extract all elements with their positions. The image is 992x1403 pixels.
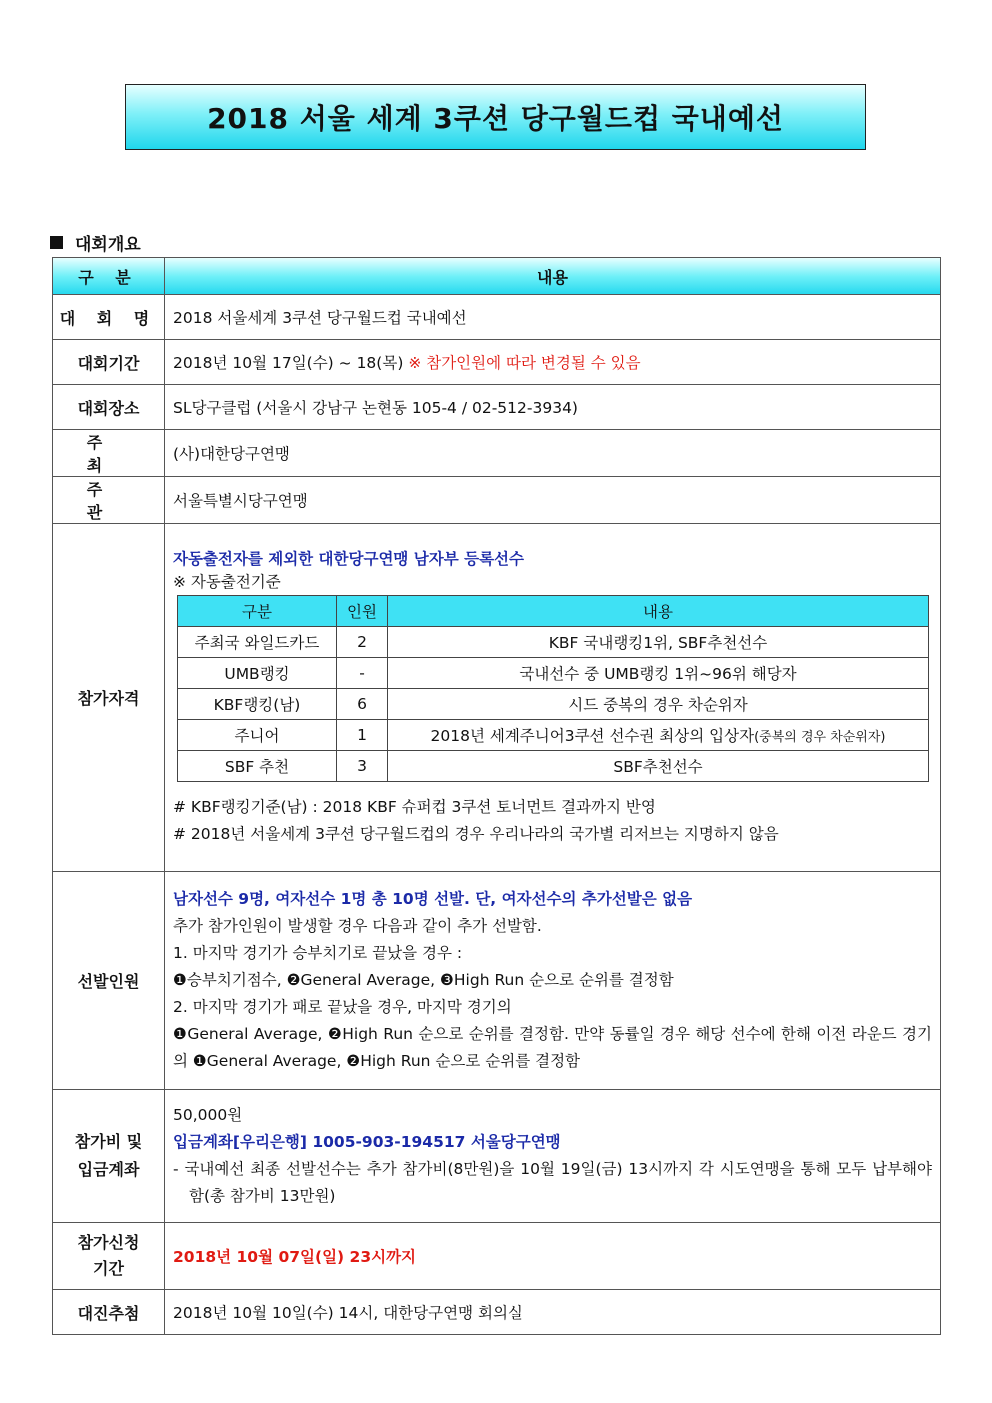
label-organizer: 주 관 [53,477,165,524]
selection-line: ❶General Average, ❷High Run 순으로 순위를 결정함. 만약 동률일 경우 해당 선수에 한해 이전 라운드 경기의 ❶General Average, ❷High Run 순으로 순위를 결정함 [173,1025,932,1070]
label-application-line2: 기간 [93,1259,124,1278]
value-venue: SL당구클럽 (서울시 강남구 논현동 105-4 / 02-512-3934) [165,385,941,430]
auto-entry-header-count: 인원 [337,596,388,627]
overview-table [52,257,941,1335]
value-event-period [165,340,941,385]
label-event-period: 대회기간 [53,340,165,385]
auto-entry-content: SBF추천선수 [388,751,929,782]
fee-note: - 국내예선 최종 선발선수는 추가 참가비(8만원)을 10월 19일(금) 13시까지 각 시도연맹을 통해 모두 납부해야 함(총 참가비 13만원) [173,1160,932,1205]
value-application: 2018년 10월 07일(일) 23시까지 [165,1223,941,1290]
section-heading [50,230,141,255]
auto-entry-header-category: 구분 [178,596,337,627]
auto-entry-row [178,658,929,689]
row-fee [53,1090,941,1223]
row-venue [53,385,941,430]
auto-entry-count: 2 [337,627,388,658]
period-note: ※ 참가인원에 따라 변경될 수 있음 [408,354,641,372]
auto-entry-row [178,689,929,720]
selection-line: ❶승부치기점수, ❷General Average, ❸High Run 순으로 순위를 결정함 [173,971,674,989]
auto-entry-content [388,720,929,751]
auto-entry-table [177,595,929,782]
label-application [53,1223,165,1290]
row-host [53,430,941,477]
row-selection [53,872,941,1090]
header-category: 구 분 [53,258,165,295]
auto-entry-row [178,720,929,751]
label-qualification: 참가자격 [53,524,165,872]
header-content: 내용 [165,258,941,295]
label-host: 주 최 [53,430,165,477]
row-application [53,1223,941,1290]
period-dates: 2018년 10월 17일(수) ~ 18(목) [173,354,404,372]
document-title: 2018 서울 세계 3쿠션 당구월드컵 국내예선 [125,84,866,150]
selection-headline: 남자선수 9명, 여자선수 1명 총 10명 선발. 단, 여자선수의 추가선발은 없음 [173,890,693,908]
overview-table-header [53,258,941,295]
row-draw [53,1290,941,1335]
auto-entry-row [178,627,929,658]
qualification-headline: 자동출전자를 제외한 대한당구연맹 남자부 등록선수 [173,550,524,568]
criteria-title: ※ 자동출전기준 [173,573,281,591]
auto-entry-category: KBF랭킹(남) [178,689,337,720]
value-organizer: 서울특별시당구연맹 [165,477,941,524]
auto-entry-count: 1 [337,720,388,751]
auto-entry-category: UMB랭킹 [178,658,337,689]
auto-entry-count: 6 [337,689,388,720]
auto-entry-content: KBF 국내랭킹1위, SBF추천선수 [388,627,929,658]
ranking-note: # KBF랭킹기준(남) : 2018 KBF 슈퍼컵 3쿠션 토너먼트 결과까지 반영 [173,798,656,816]
label-fee-line1: 참가비 및 [74,1132,143,1151]
row-organizer [53,477,941,524]
auto-entry-content-main: 2018년 세계주니어3쿠션 선수권 최상의 입상자 [430,727,755,745]
auto-entry-category: SBF 추천 [178,751,337,782]
value-fee [165,1090,941,1223]
auto-entry-count: 3 [337,751,388,782]
value-qualification [165,524,941,872]
label-selection: 선발인원 [53,872,165,1090]
auto-entry-header-content: 내용 [388,596,929,627]
selection-line: 2. 마지막 경기가 패로 끝났을 경우, 마지막 경기의 [173,998,512,1016]
auto-entry-content: 시드 중복의 경우 차순위자 [388,689,929,720]
row-qualification [53,524,941,872]
row-event-name [53,295,941,340]
label-application-line1: 참가신청 [77,1233,140,1252]
value-selection [165,872,941,1090]
fee-account: 입금계좌[우리은행] 1005-903-194517 서울당구연맹 [173,1133,561,1151]
auto-entry-row [178,751,929,782]
auto-entry-count: - [337,658,388,689]
label-venue: 대회장소 [53,385,165,430]
auto-entry-content: 국내선수 중 UMB랭킹 1위~96위 해당자 [388,658,929,689]
label-event-name: 대 회 명 [53,295,165,340]
label-draw: 대진추첨 [53,1290,165,1335]
fee-amount: 50,000원 [173,1106,243,1124]
square-bullet-icon [50,236,63,249]
label-fee [53,1090,165,1223]
auto-entry-category: 주최국 와일드카드 [178,627,337,658]
auto-entry-content-small: (중복의 경우 차순위자) [754,730,886,745]
value-event-name: 2018 서울세계 3쿠션 당구월드컵 국내예선 [165,295,941,340]
auto-entry-header [178,596,929,627]
selection-line: 추가 참가인원이 발생할 경우 다음과 같이 추가 선발함. [173,917,542,935]
reserve-note: # 2018년 서울세계 3쿠션 당구월드컵의 경우 우리나라의 국가별 리저브는 지명하지 않음 [173,825,779,843]
value-draw: 2018년 10월 10일(수) 14시, 대한당구연맹 회의실 [165,1290,941,1335]
auto-entry-category: 주니어 [178,720,337,751]
value-host: (사)대한당구연맹 [165,430,941,477]
row-event-period [53,340,941,385]
section-heading-text: 대회개요 [75,235,141,255]
selection-line: 1. 마지막 경기가 승부치기로 끝났을 경우 : [173,944,463,962]
label-fee-line2: 입금계좌 [77,1160,140,1179]
